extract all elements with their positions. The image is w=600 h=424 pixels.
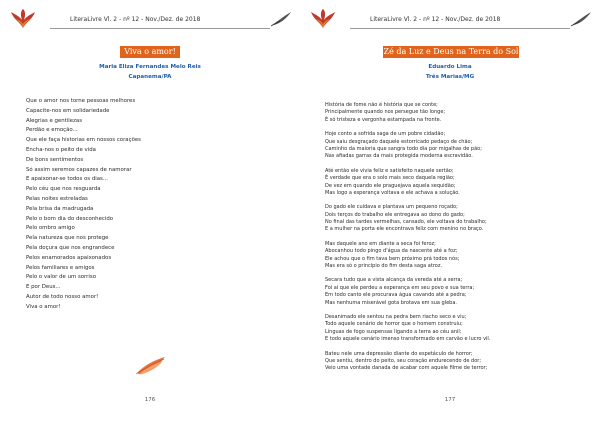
poem-line: Até então ele vivia feliz e satisfeito naquele sertão; (325, 167, 454, 174)
poem-body (325, 102, 580, 380)
poem-line: É verdade que era o solo mais seco daquela região; (325, 175, 455, 182)
poem-line: Pelas noites estreladas (26, 195, 88, 202)
stanza (325, 102, 580, 124)
poem-line: Dois terços do trabalho ele entregava ao dono do gado; (325, 211, 465, 218)
poem-line: Que o amor nos torne pessoas melhores (26, 98, 136, 104)
poem-line: Caminho da maioria que sangra todo dia por migalhas de pão; (325, 145, 482, 152)
poem-line: Nas afiadas garras da mais protegida moderna escravidão. (325, 153, 473, 160)
phoenix-logo-icon (10, 8, 36, 30)
poem-line: Pela natureza que nos protege (26, 235, 109, 242)
poem-place: Três Marias/MG (425, 74, 475, 80)
poem-line: Pelo céu que nos resguarda (26, 186, 101, 193)
poem-line: É só tristeza e vergonha estampada na fronte. (325, 116, 442, 123)
stanza (325, 204, 580, 234)
poem-title: Zé da Luz e Deus na Terra do Sol (383, 47, 519, 56)
stanza (325, 168, 580, 198)
page-number: 176 (144, 397, 156, 403)
poem-line: Mas nenhuma miserável gota brotava em sua gleba. (325, 299, 458, 306)
poem-line: Do gado ele cuidava e plantava um pequeno roçado; (325, 204, 458, 211)
poem-line: Pelo o bom dia do desconhecido (26, 215, 114, 222)
poem-line: Pela brisa da madrugada (26, 205, 94, 212)
stanza (325, 277, 580, 307)
poem-line: Mas logo a esperança voltava e ele achava a solução. (325, 189, 460, 196)
quill-feathers-icon (135, 355, 167, 375)
poem-line: Línguas de fogo suspensas ligando a terra ao céu anil; (325, 328, 462, 335)
poem-line: Hoje conto a sofrida saga de um pobre cidadão; (325, 131, 446, 138)
poem-line: Capacite-nos em solidariedade (26, 107, 110, 114)
poem-line: Pelos enamorados apaixonados (26, 254, 112, 261)
poem-line: No final das tardes vermelhas, cansado, ele voltava do trabalho; (325, 219, 487, 226)
right-page (300, 0, 600, 424)
poem-line: E a mulher na porta ele encontrava feliz com menino no braço. (325, 226, 484, 233)
stanza (325, 241, 580, 271)
poem-title: Viva o amor! (120, 46, 180, 58)
header-rule (350, 28, 570, 29)
poem-place: Capanema/PA (128, 74, 172, 80)
poem-line: História de fome não é história que se conte; (325, 102, 438, 108)
poem-line: Bateu nele uma depressão diante do espetáculo de horror; (325, 350, 473, 357)
running-title: LiteraLivre Vl. 2 - nº 12 - Nov./Dez. de 2018 (370, 16, 501, 23)
poem-line: E apaixonar-se todos os dias... (26, 176, 108, 183)
poem-line: Só assim seremos capazes de namorar (26, 166, 132, 173)
poem-line: De vez em quando ele praguejava aquela sequidão; (325, 182, 456, 189)
poem-line: E todo aquele cenário imenso transformado em carvão e lucro vil. (325, 336, 491, 343)
poem-line: De bons sentimentos (26, 156, 84, 163)
right-page-header (300, 8, 600, 32)
poem-line: Perdão e emoção... (26, 127, 78, 134)
poem-line: Foi aí que ele perdeu a esperança em seu povo e sua terra; (325, 284, 475, 291)
poem-line: Viva o amor! (26, 303, 61, 310)
poem-line: Abocanhou todo pingo d'água da nascente até a foz; (325, 248, 458, 255)
poem-line: Autor de todo nosso amor! (26, 293, 99, 300)
poem-line: Que sentiu, dentro do peito, seu coração endurecendo de dor; (325, 357, 482, 364)
quill-pen-icon (270, 11, 292, 27)
poem-line: Pelos familiares e amigos (26, 264, 95, 271)
poem-line: Mas era só o princípio do fim desta saga atroz. (325, 263, 443, 270)
poem-line: Pela doçura que nos engrandece (26, 244, 115, 251)
poem-line: Que ele faça historias em nossos corações (26, 137, 141, 144)
poem-line: Veio uma vontade danada de acabar com aquele filme de terror; (325, 365, 488, 372)
poem-line: Encha-nos o peito de vida (26, 146, 96, 153)
stanza (325, 131, 580, 161)
poem-line: Pelo ombro amigo (26, 225, 75, 232)
poem-line: Alegrias e gentilezas (26, 117, 83, 124)
stanza (325, 314, 580, 344)
poem-line: Desanimado ele sentou na pedra bem riacho seco e viu; (325, 313, 467, 320)
poem-line: Principalmente quando nos persegue tão longe; (325, 109, 446, 116)
quill-pen-icon (570, 11, 592, 27)
page-number: 177 (444, 397, 456, 403)
left-page-header (0, 8, 300, 32)
poem-body (26, 97, 276, 313)
poem-author: Eduardo Lima (428, 64, 472, 70)
stanza (325, 351, 580, 373)
phoenix-logo-icon (310, 8, 336, 30)
running-title: LiteraLivre Vl. 2 - nº 12 - Nov./Dez. de 2018 (70, 16, 201, 23)
poem-line: Que saiu desgraçado daquele estorricado pedaço de chão; (325, 138, 473, 145)
poem-line: Ele achou que o fim tava bem próximo prá todos nós; (325, 255, 460, 262)
poem-line: E por Deus... (26, 284, 61, 291)
poem-line: Pelo o valor de um sorriso (26, 274, 96, 281)
poem-line: Mas daquele ano em diante a seca foi feroz; (325, 240, 436, 247)
poem-line: Em todo canto ele procurava água cavando até a pedra; (325, 292, 467, 299)
poem-line: Secara tudo que a vista alcança da vereda até a serra; (325, 277, 463, 284)
header-rule (50, 28, 270, 29)
poem-line: Todo aquele cenário de horror que o homem construiu; (325, 321, 463, 328)
poem-author: Maria Eliza Fernandes Melo Reis (99, 64, 201, 70)
